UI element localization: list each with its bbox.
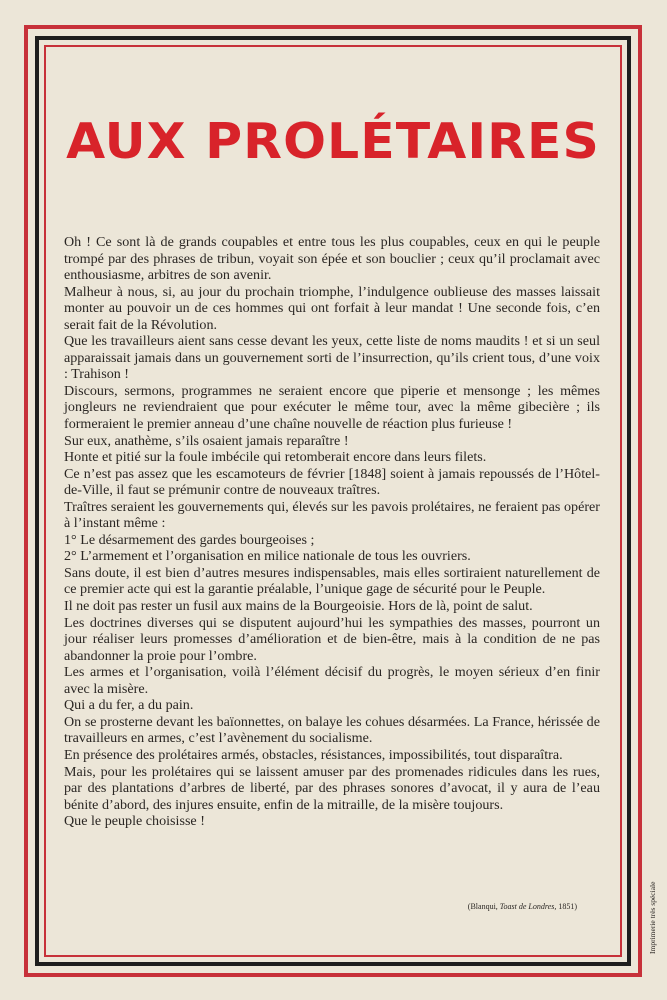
paragraph: Mais, pour les prolétaires qui se laissent amuser par des promenades ridicules dans les rues, par des plantations d’arbres de liberté, par des phrases sonores d’avocat, il y aura de l’eau bénite d’abord, des injures ensuite, enfin de la mitraille, de la misère toujours. bbox=[64, 763, 600, 813]
paragraph: Qui a du fer, a du pain. bbox=[64, 697, 194, 714]
paragraph: Il ne doit pas rester un fusil aux mains de la Bourgeoisie. Hors de là, point de salut. bbox=[64, 598, 533, 615]
paragraph: En présence des prolétaires armés, obstacles, résistances, impossibilités, tout disparaîtra. bbox=[64, 746, 563, 763]
paragraph: Que les travailleurs aient sans cesse devant les yeux, cette liste de noms maudits ! et si un seul apparaissait jamais dans un gouvernement sorti de l’insurrection, qu’ils crient tous, d’une voix : Trahison ! bbox=[64, 333, 600, 383]
paragraph: Ce n’est pas assez que les escamoteurs de février [1848] soient à jamais repoussés de l’Hôtel-de-Ville, il faut se prémunir contre de nouveaux traîtres. bbox=[64, 465, 600, 499]
attribution-open: (Blanqui, bbox=[467, 902, 500, 911]
poster-title: AUX PROLÉTAIRES bbox=[66, 113, 600, 170]
paragraph: Malheur à nous, si, au jour du prochain triomphe, l’indulgence oublieuse des masses laissait monter au pouvoir un de ces hommes qui ont forfait à leur mandat ! Une seconde fois, c’en serait fait de la Révolution. bbox=[64, 283, 600, 333]
poster-body bbox=[64, 234, 600, 830]
list-item-first: 1° Le désarmement des gardes bourgeoises ; bbox=[64, 531, 315, 548]
paragraph: Les doctrines diverses qui se disputent aujourd’hui les sympathies des masses, pourront un jour réaliser leurs promesses d’amélioration et de bien-être, mais à la condition de ne pas abandonner la proie pour l’ombre. bbox=[64, 614, 600, 664]
paragraph: Sur eux, anathème, s’ils osaient jamais reparaître ! bbox=[64, 432, 349, 449]
attribution bbox=[300, 902, 577, 911]
paragraph: Honte et pitié sur la foule imbécile qui retomberait encore dans leurs filets. bbox=[64, 449, 487, 466]
list-item-second: 2° L’armement et l’organisation en milice nationale de tous les ouvriers. bbox=[64, 548, 471, 565]
paragraph: Discours, sermons, programmes ne seraient encore que piperie et mensonge ; les mêmes jongleurs ne reviendraient que pour exécuter le même tour, avec la même gibecière ; ils formeraient le premier anneau d’une chaîne nouvelle de réaction plus furieuse ! bbox=[64, 382, 600, 433]
printer-credit: Imprimerie très spéciale bbox=[648, 881, 657, 954]
closing-line: Que le peuple choisisse ! bbox=[64, 813, 205, 830]
paragraph: On se prosterne devant les baïonnettes, on balaye les cohues désarmées. La France, hérissée de travailleurs en armes, c’est l’avènement du socialisme. bbox=[64, 713, 600, 747]
attribution-work: Toast de Londres, bbox=[499, 902, 557, 911]
paragraph: Oh ! Ce sont là de grands coupables et entre tous les plus coupables, ceux en qui le peuple trompé par des phrases de tribun, voyait son épée et son bouclier ; ceux qu’il proclamait avec enthousiasme, arbitres de son avenir. bbox=[64, 234, 600, 284]
paragraph: Les armes et l’organisation, voilà l’élément décisif du progrès, le moyen sérieux d’en finir avec la misère. bbox=[64, 664, 600, 697]
paragraph: Sans doute, il est bien d’autres mesures indispensables, mais elles sortiraient naturellement de ce premier acte qui est la garantie préalable, l’unique gage de sécurité pour le Peuple. bbox=[64, 564, 600, 598]
paragraph: Traîtres seraient les gouvernements qui, élevés sur les pavois prolétaires, ne feraient pas opérer à l’instant même : bbox=[64, 498, 600, 532]
attribution-close: 1851) bbox=[556, 902, 577, 911]
